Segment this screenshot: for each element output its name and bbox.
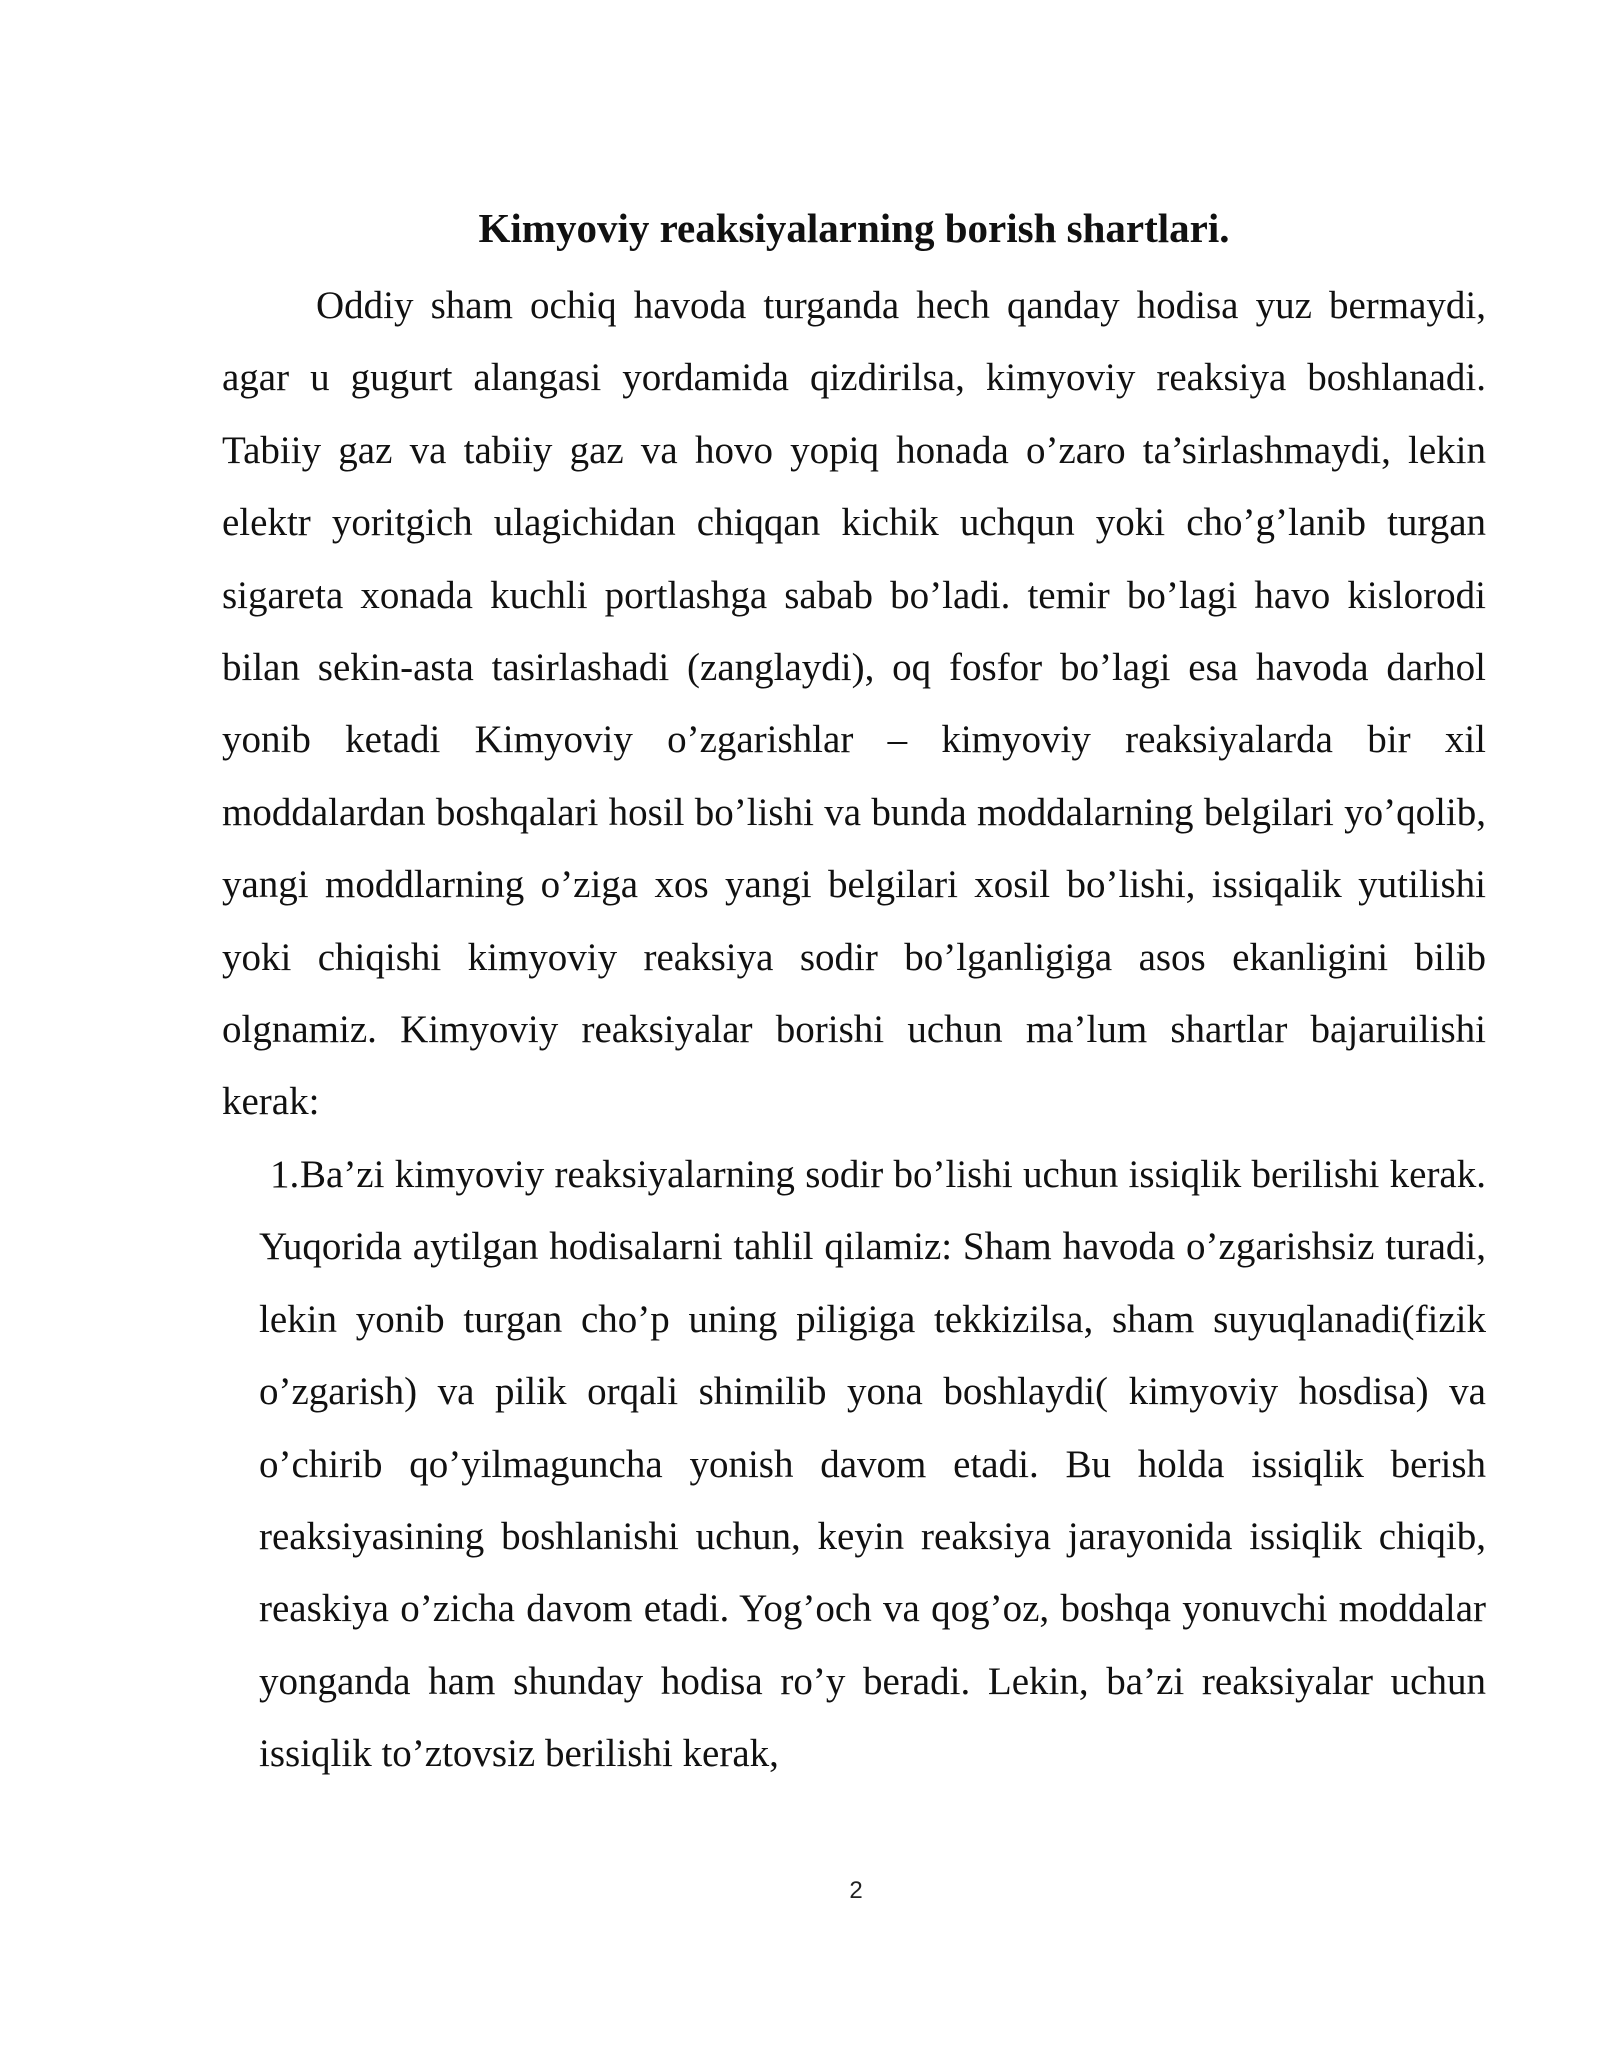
page-content	[222, 198, 1486, 1791]
list-item-text: Ba’zi kimyoviy reaksiyalarning sodir bo’lishi uchun issiqlik berilishi kerak. Yuqorida aytilgan hodisalarni tahlil qilamiz: Sham havoda o’zgarishsiz turadi, lekin yonib turgan cho’p uning piligiga tekkizilsa, sham suyuqlanadi(fizik o’zgarish) va pilik orqali shimilib yona boshlaydi( kimyoviy hosdisa) va o’chirib qo’yilmaguncha yonish davom etadi. Bu holda issiqlik berish reaksiyasining boshlanishi uchun, keyin reaksiya jarayonida issiqlik chiqib, reaskiya o’zicha davom etadi. Yog’och va qog’oz, boshqa yonuvchi moddalar yonganda ham shunday hodisa ro’y beradi. Lekin, ba’zi reaksiyalar uchun issiqlik to’ztovsiz berilishi kerak,	[259, 1152, 1486, 1776]
document-title: Kimyoviy reaksiyalarning borish shartlari.	[478, 205, 1230, 251]
intro-paragraph: Oddiy sham ochiq havoda turganda hech qanday hodisa yuz bermaydi, agar u gugurt alangasi yordamida qizdirilsa, kimyoviy reaksiya boshlanadi. Tabiiy gaz va tabiiy gaz va hovo yopiq honada o’zaro ta’sirlashmaydi, lekin elektr yoritgich ulagichidan chiqqan kichik uchqun yoki cho’g’lanib turgan sigareta xonada kuchli portlashga sabab bo’ladi. temir bo’lagi havo kislorodi bilan sekin-asta tasirlashadi (zanglaydi), oq fosfor bo’lagi esa havoda darhol yonib ketadi Kimyoviy o’zgarishlar – kimyoviy reaksiyalarda bir xil moddalardan boshqalari hosil bo’lishi va bunda moddalarning belgilari yo’qolib, yangi moddlarning o’ziga xos yangi belgilari xosil bo’lishi, issiqalik yutilishi yoki chiqishi kimyoviy reaksiya sodir bo’lganligiga asos ekanligini bilib olgnamiz. Kimyoviy reaksiyalar borishi uchun ma’lum shartlar bajaruilishi kerak:	[222, 284, 1486, 1124]
page-number: 2	[849, 1877, 863, 1904]
conditions-list	[222, 1139, 1486, 1791]
list-item-number: 1.	[270, 1152, 300, 1196]
list-item	[222, 1139, 1486, 1791]
